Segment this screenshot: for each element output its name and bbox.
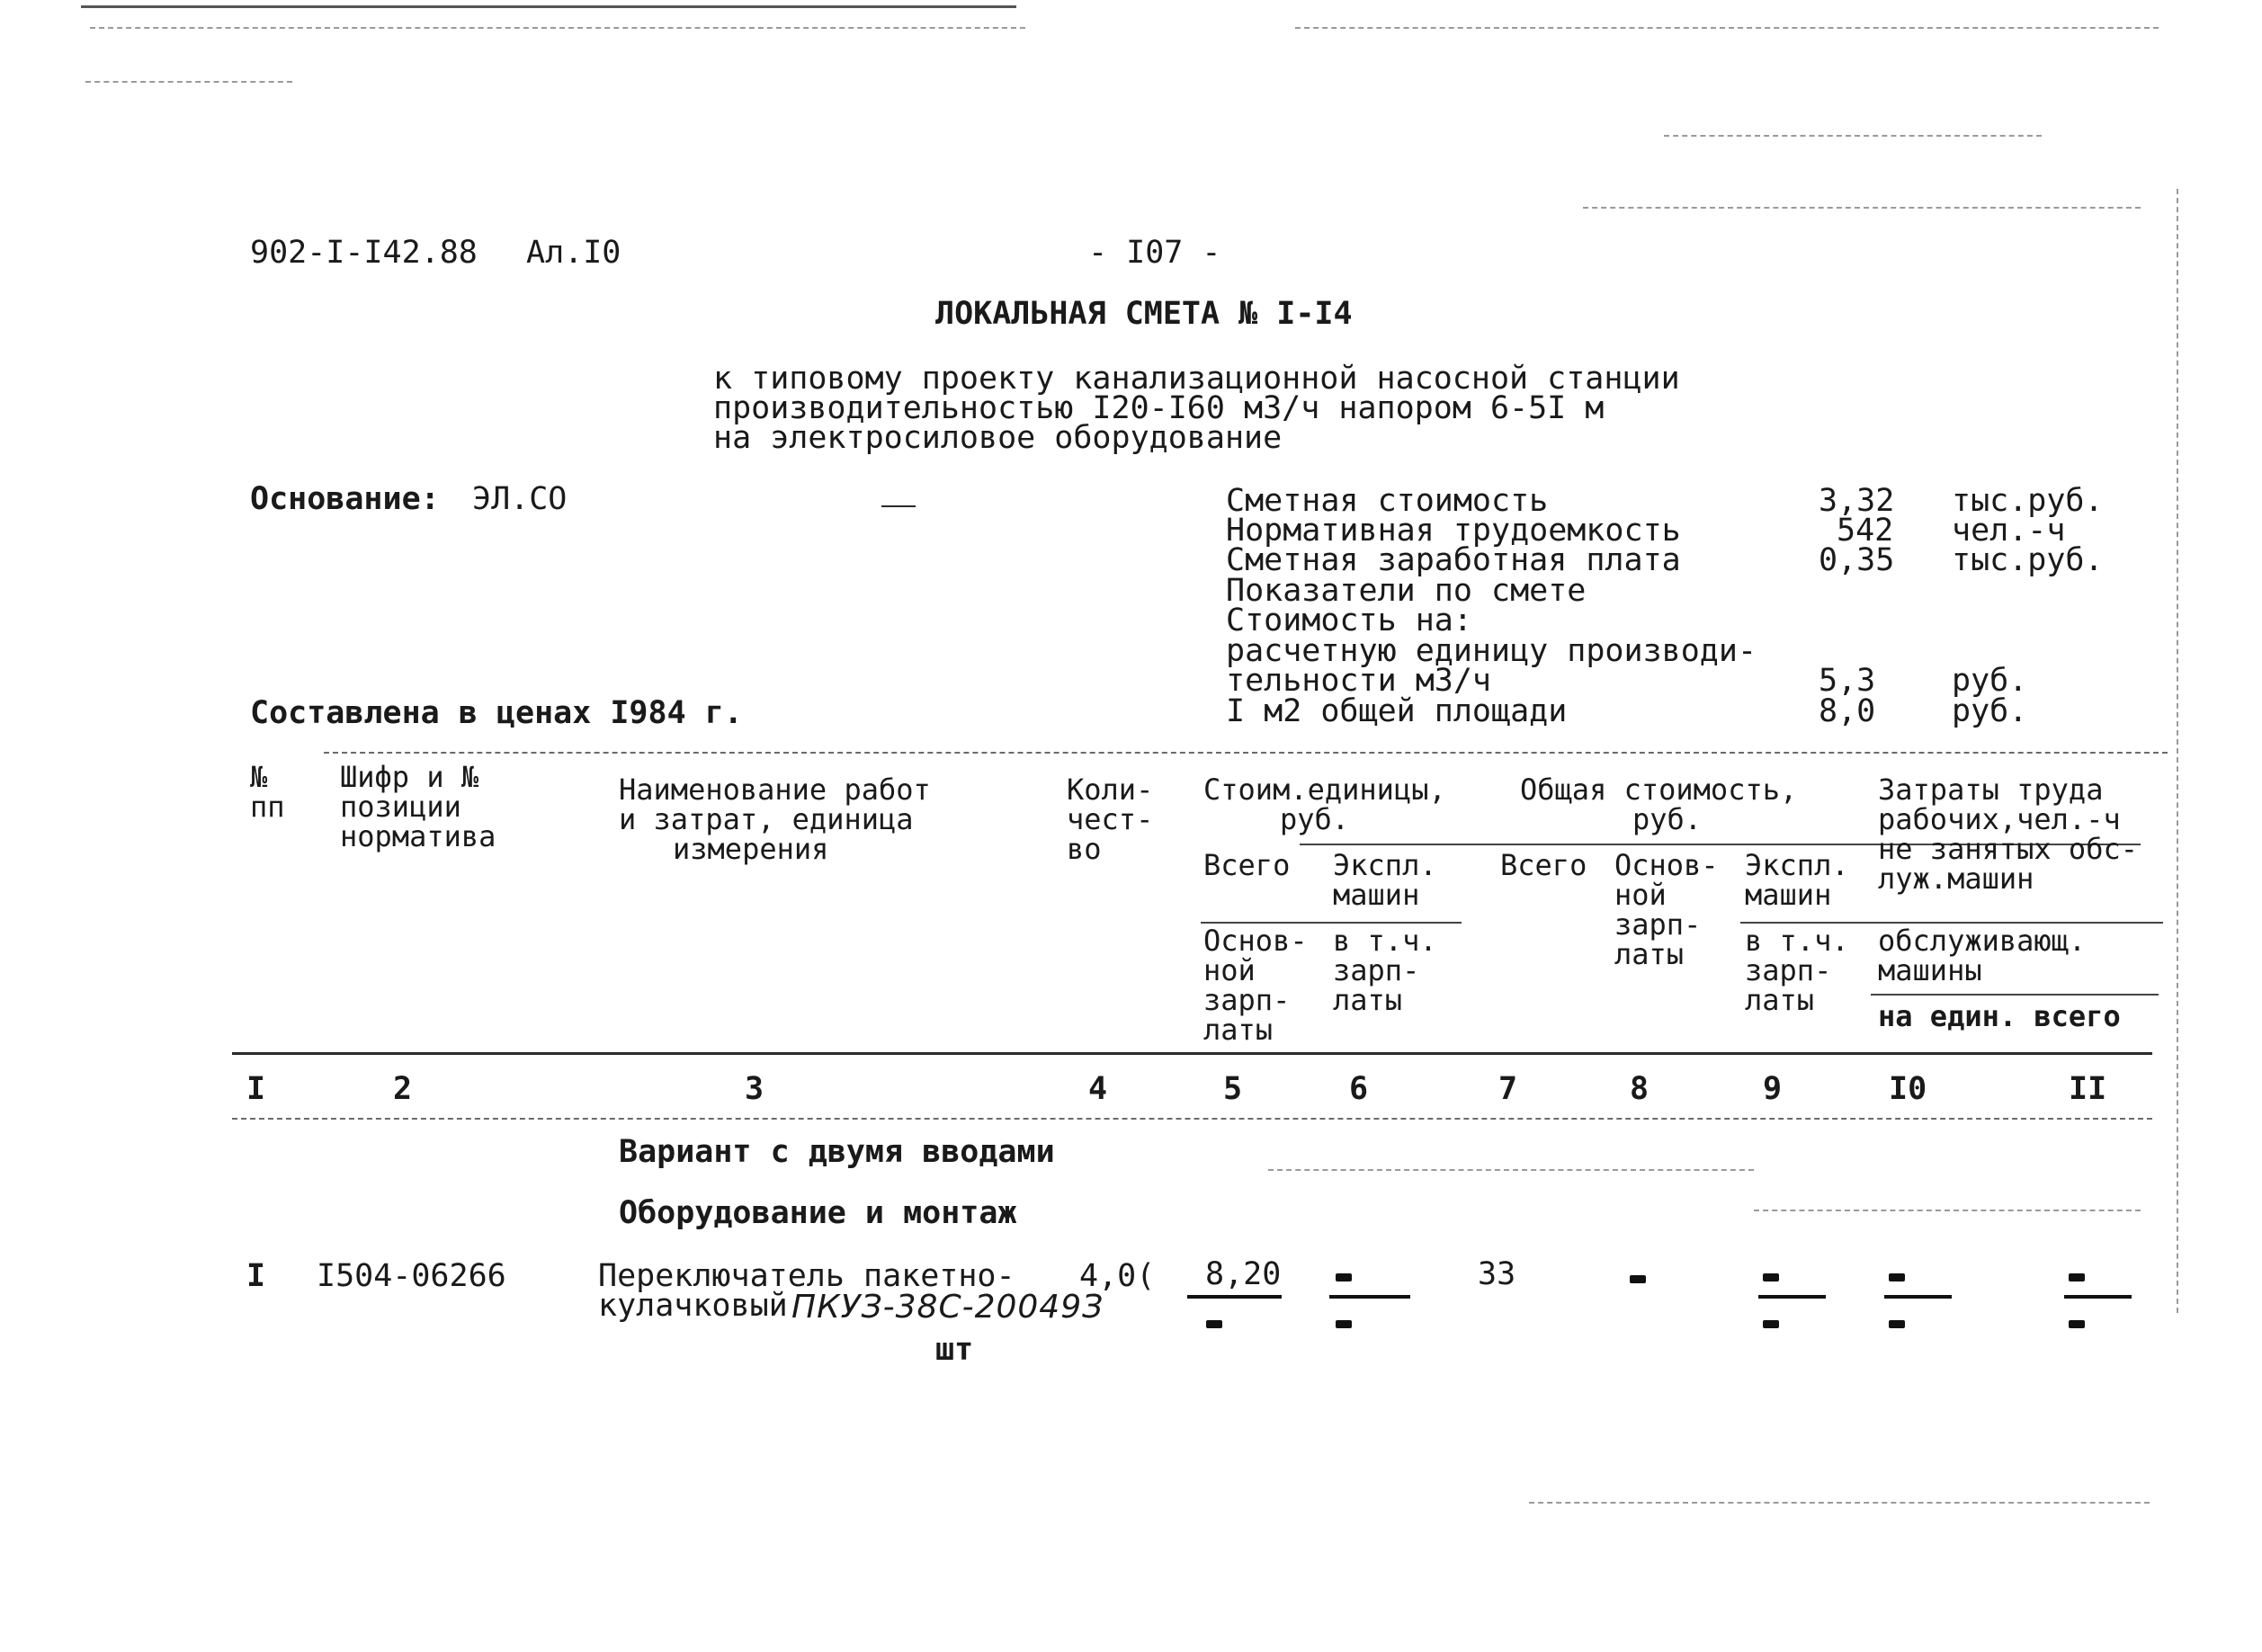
col-number-11: II [2069, 1071, 2107, 1107]
th-c9-top: Экспл. машин [1745, 848, 1849, 912]
th-c7: Всего [1500, 848, 1587, 882]
doc-code: 902-I-I42.88 [250, 235, 478, 271]
col-number-6: 6 [1349, 1071, 1369, 1107]
th-labor-sub: обслуживающ. машины [1878, 924, 2087, 987]
row-code: I504-06266 [317, 1258, 506, 1294]
basis-label: Основание: [250, 481, 440, 517]
dash-mark [2069, 1273, 2085, 1281]
summary-value-cost: 3,32 [1819, 483, 1895, 519]
per-unit-value: 5,3 [1819, 663, 1876, 699]
col-number-7: 7 [1498, 1071, 1518, 1107]
summary-label-wage: Сметная заработная плата [1226, 542, 1681, 578]
scan-artifact [90, 27, 1025, 29]
compiled-prices: Составлена в ценах I984 г. [250, 695, 743, 731]
th-labor-split: на един. всего [1878, 999, 2121, 1033]
th-c9-bottom: в т.ч. зарп- латы [1745, 924, 1849, 1017]
row-unit: шт [935, 1332, 974, 1368]
summary-unit-labor: чел.-ч [1952, 513, 2066, 549]
cost-on-label: Стоимость на: [1226, 603, 1472, 638]
col-number-2: 2 [393, 1071, 413, 1107]
per-unit-line-1: расчетную единицу производи- [1226, 633, 1757, 669]
fraction-bar [1329, 1295, 1410, 1299]
per-area-label: I м2 общей площади [1226, 693, 1568, 729]
per-unit-line-2: тельности м3/ч [1226, 663, 1492, 699]
col-number-3: 3 [745, 1071, 764, 1107]
row-name-line-1: Переключатель пакетно- [598, 1258, 1015, 1294]
dash-mark [1630, 1275, 1646, 1283]
fraction-bar [1187, 1295, 1282, 1299]
summary-value-labor: 542 [1837, 513, 1894, 549]
album-number: Ал.I0 [526, 235, 621, 271]
th-name: Наименование работ и затрат, единица измерения [619, 772, 931, 866]
scan-artifact [1664, 135, 2042, 137]
scan-artifact [1529, 1502, 2150, 1504]
th-total-cost: Общая стоимость, руб. [1520, 772, 1798, 836]
dash-mark [1206, 1320, 1222, 1328]
dash-mark [1336, 1273, 1352, 1281]
col-number-4: 4 [1088, 1071, 1108, 1107]
th-c6-bottom: в т.ч. зарп- латы [1333, 924, 1437, 1017]
estimate-title: ЛОКАЛЬНАЯ СМЕТА № I-I4 [935, 296, 1353, 332]
scan-artifact [1268, 1169, 1754, 1171]
dash-mark [1763, 1273, 1779, 1281]
col-number-9: 9 [1763, 1071, 1783, 1107]
col-number-10: I0 [1889, 1071, 1927, 1107]
th-qty: Коли- чест- во [1067, 772, 1154, 866]
title-line-2: производительностью I20-I60 м3/ч напором 6-5I м [713, 390, 1605, 426]
header-bottom-line [232, 1052, 2152, 1055]
page-number: - I07 - [1088, 235, 1221, 271]
dash-mark [1889, 1273, 1905, 1281]
row-total: 33 [1478, 1256, 1516, 1292]
summary-label-labor: Нормативная трудоемкость [1226, 513, 1681, 549]
row-unit-total: 8,20 [1205, 1256, 1282, 1292]
section-equipment: Оборудование и монтаж [619, 1195, 1017, 1231]
row-num: I [246, 1258, 266, 1294]
dash-mark [1889, 1320, 1905, 1328]
header-subdivider-4 [1871, 994, 2159, 996]
row-qty: 4,0( [1079, 1258, 1156, 1294]
fraction-bar [1884, 1295, 1952, 1299]
scan-edge-line [81, 5, 1016, 8]
scan-artifact [1583, 207, 2141, 209]
summary-value-wage: 0,35 [1819, 542, 1895, 578]
summary-unit-cost: тыс.руб. [1952, 483, 2104, 519]
row-name-line-2: кулачковый [598, 1288, 788, 1324]
th-labor: Затраты труда рабочих,чел.-ч не занятых обс- луж.машин [1878, 772, 2138, 896]
col-number-5: 5 [1223, 1071, 1243, 1107]
per-area-unit: руб. [1952, 693, 2028, 729]
th-c5-top: Всего [1203, 848, 1291, 882]
section-variant: Вариант с двумя вводами [619, 1134, 1055, 1170]
row-name-handwritten: ПКУЗ-38С-20049З [791, 1289, 1104, 1326]
scan-artifact [85, 81, 292, 83]
fraction-bar [2064, 1295, 2132, 1299]
th-unit-cost: Стоим.единицы, руб. [1203, 772, 1446, 836]
indicators-label: Показатели по смете [1226, 573, 1587, 609]
th-code: Шифр и № позиции норматива [340, 760, 496, 853]
dash-mark [2069, 1320, 2085, 1328]
th-c8: Основ- ной зарп- латы [1614, 848, 1719, 971]
col-number-1: I [246, 1071, 266, 1107]
per-unit-unit: руб. [1952, 663, 2028, 699]
summary-label-cost: Сметная стоимость [1226, 483, 1549, 519]
dash-mark [1763, 1320, 1779, 1328]
dash-mark [1336, 1320, 1352, 1328]
per-area-value: 8,0 [1819, 693, 1876, 729]
table-top-line [324, 752, 2168, 754]
col-number-8: 8 [1630, 1071, 1650, 1107]
th-num: № пп [250, 760, 285, 824]
title-line-3: на электросиловое оборудование [713, 420, 1283, 456]
th-c6-top: Экспл. машин [1333, 848, 1437, 912]
scan-artifact [1754, 1210, 2141, 1211]
col-number-line [232, 1118, 2152, 1120]
fraction-bar [1758, 1295, 1826, 1299]
title-line-1: к типовому проекту канализационной насосной станции [713, 361, 1680, 397]
scan-artifact [1295, 27, 2159, 29]
dash-mark [881, 505, 916, 507]
scan-artifact [2177, 189, 2180, 1313]
basis-value: ЭЛ.СО [472, 481, 568, 517]
summary-unit-wage: тыс.руб. [1952, 542, 2104, 578]
th-c5-bottom: Основ- ной зарп- латы [1203, 924, 1308, 1047]
